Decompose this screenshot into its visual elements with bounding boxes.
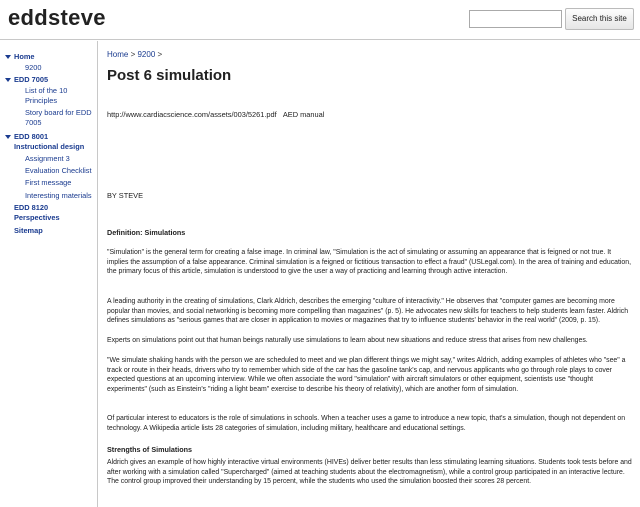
sidebar-item-principles-1[interactable]: List of the 10 xyxy=(25,86,68,95)
sidebar-item-evaluation-checklist[interactable]: Evaluation Checklist xyxy=(25,166,92,175)
sidebar-item-edd8001-title[interactable]: Instructional design xyxy=(14,142,85,151)
paragraph-handshake: "We simulate shaking hands with the person we are scheduled to meet and we plan different things we might say," writes Aldrich, adding examples of athletes who "see" a track or route in their heads, drivers who try to remember which side of the car has the gasoline tank's cap, and nervous applicants who go through role plays to cover expected questions at an upcoming interview. While we often associate the word "simulation" with aircraft simulators or other equipment, scientists use "thought experiments" (such as Einstein's "riding a light beam" exercise to describe his theory of relativity), which are another form of simulation. xyxy=(107,357,626,393)
search-input[interactable] xyxy=(469,10,562,28)
sidebar-item-sitemap[interactable]: Sitemap xyxy=(14,226,43,235)
sidebar-item-home[interactable]: Home xyxy=(14,52,35,61)
sidebar-item-edd7005[interactable]: EDD 7005 xyxy=(14,75,49,84)
site-header xyxy=(0,0,640,40)
breadcrumb-separator: > xyxy=(130,50,136,59)
reference-line xyxy=(107,110,324,119)
breadcrumb-9200[interactable]: 9200 xyxy=(137,50,156,59)
site-title[interactable]: eddsteve xyxy=(8,5,106,30)
search-button[interactable]: Search this site xyxy=(565,8,634,30)
paragraph-aldrich: A leading authority in the creating of simulations, Clark Aldrich, describes the emerging "culture of interactivity." He observes that "computer games are becoming more popular than movies, and social networking is becoming more compelling than magazines" (p. 5). He advocates new skills for teachers to help students learn faster. Aldrich defines simulations as "serious games that are closer in application to movies or magazines that try to influence students' behavior in the real world" (2009, p. 15). xyxy=(107,298,629,325)
sidebar-item-principles-2[interactable]: Principles xyxy=(25,96,58,105)
paragraph-strengths: Aldrich gives an example of how highly interactive virtual environments (HIVEs) deliver better results than less stimulating learning situations. Students took tests before and after working with a simulation called "Supercharged" (aimed at teaching students about the electromagnetism), while a control group participated in an interactive lecture. The control group improved their understanding by 15 percent, while the students who used the simulation boosted their scores 28 percent. xyxy=(107,459,632,486)
definition-heading: Definition: Simulations xyxy=(107,228,186,237)
sidebar-item-storyboard-1[interactable]: Story board for EDD xyxy=(25,108,92,117)
sidebar-item-first-message[interactable]: First message xyxy=(25,178,72,187)
sidebar-item-edd8120-title[interactable]: Perspectives xyxy=(14,213,60,222)
breadcrumb-separator: > xyxy=(157,50,163,59)
strengths-heading: Strengths of Simulations xyxy=(107,445,193,454)
sidebar-item-edd8120[interactable]: EDD 8120 xyxy=(14,203,49,212)
sidebar-item-storyboard-2[interactable]: 7005 xyxy=(25,118,42,127)
paragraph-experts: Experts on simulations point out that human beings naturally use simulations to learn about new situations and reduce stress that arises from new challenges. xyxy=(107,337,588,344)
breadcrumb xyxy=(107,50,162,59)
page-title: Post 6 simulation xyxy=(107,67,232,84)
expand-arrow-icon[interactable] xyxy=(5,78,11,82)
expand-arrow-icon[interactable] xyxy=(5,55,11,59)
breadcrumb-home[interactable]: Home xyxy=(107,50,129,59)
sidebar-item-edd8001[interactable]: EDD 8001 xyxy=(14,132,49,141)
byline: BY STEVE xyxy=(107,191,144,200)
paragraph-educators: Of particular interest to educators is the role of simulations in schools. When a teacher uses a game to introduce a new topic, that's a simulation, though not dependent on technology. A Wikipedia article lists 28 categories of simulation, including military, healthcare and educational settings. xyxy=(107,415,626,432)
aed-manual-text: AED manual xyxy=(282,110,325,119)
sidebar-item-interesting-materials[interactable]: Interesting materials xyxy=(25,191,92,200)
expand-arrow-icon[interactable] xyxy=(5,135,11,139)
sidebar-item-assignment3[interactable]: Assignment 3 xyxy=(25,154,70,163)
sidebar-item-9200[interactable]: 9200 xyxy=(25,63,42,72)
sidebar-nav xyxy=(0,41,98,507)
reference-url: http://www.cardiacscience.com/assets/003/5261.pdf xyxy=(107,110,277,119)
paragraph-definition: "Simulation" is the general term for creating a false image. In criminal law, "Simulation is the act of simulating or assuming an appearance that is feigned or not true. It implies the assumption of a false appearance. Criminal simulation is a feigned or fictitious transaction to effect a fraud" (USLegal.com). In the area of training and education, the primary focus of this article, simulation is understood to give the user a way of practicing and learning through active interaction. xyxy=(107,249,631,276)
